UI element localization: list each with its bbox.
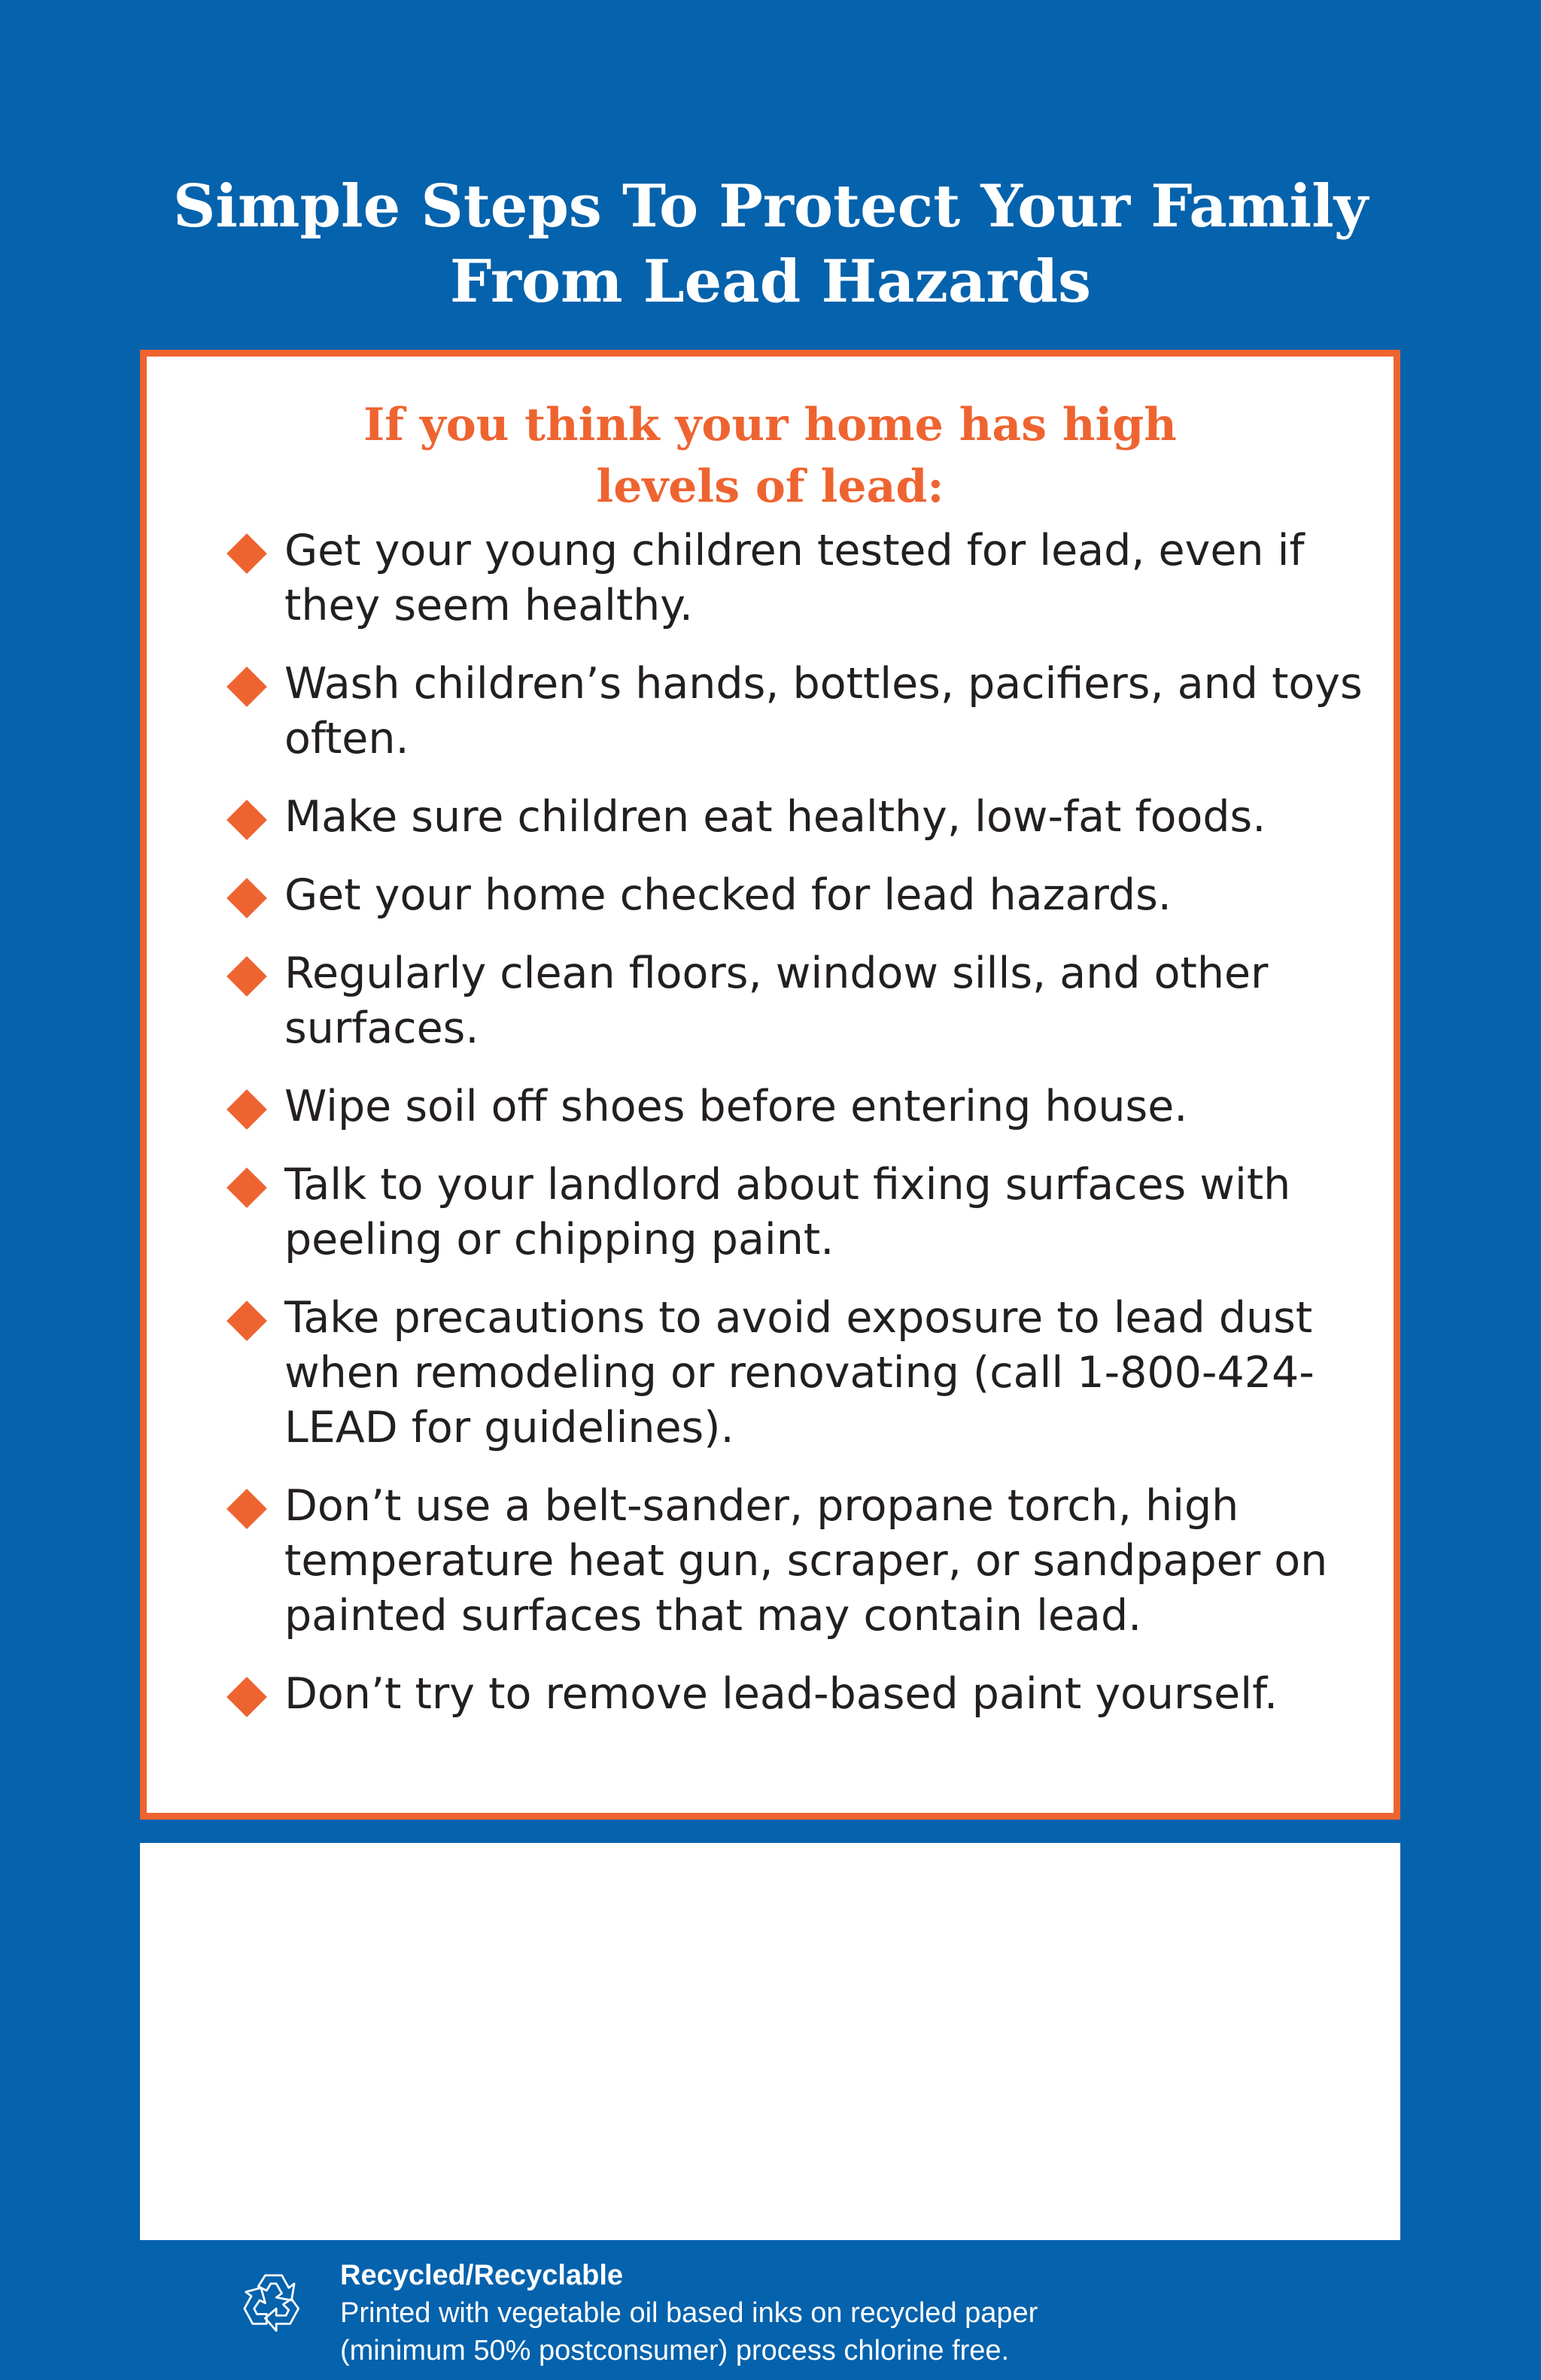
tip-item: [228, 1667, 1372, 1722]
tip-text: Talk to your landlord about fixing surfaces with peeling or chipping paint.: [284, 1160, 1291, 1264]
tip-item: [228, 790, 1372, 845]
diamond-bullet-icon: [226, 1301, 267, 1341]
diamond-bullet-icon: [226, 1489, 267, 1529]
diamond-bullet-icon: [226, 1677, 267, 1717]
tip-item: [228, 1291, 1372, 1456]
footer-line-1: Printed with vegetable oil based inks on recycled paper: [340, 2297, 1038, 2329]
footer-heading: Recycled/Recyclable: [340, 2260, 624, 2291]
footer-text: [340, 2257, 1038, 2369]
tip-text: Get your home checked for lead hazards.: [284, 870, 1172, 920]
tip-text: Regularly clean floors, window sills, and other surfaces.: [284, 949, 1269, 1053]
tips-list: [228, 524, 1372, 1745]
tip-text: Don’t try to remove lead-based paint yourself.: [284, 1669, 1278, 1719]
tip-text: Make sure children eat healthy, low-fat foods.: [284, 792, 1266, 842]
tip-text: Wash children’s hands, bottles, pacifiers, and toys often.: [284, 659, 1363, 763]
page-title: [0, 169, 1541, 320]
tips-heading-line-2: levels of lead:: [596, 460, 944, 513]
diamond-bullet-icon: [226, 956, 267, 997]
diamond-bullet-icon: [226, 878, 267, 918]
tip-item: [228, 524, 1372, 633]
recycled-footer: [238, 2257, 1216, 2369]
tip-item: [228, 657, 1372, 767]
page-title-line-1: Simple Steps To Protect Your Family: [172, 172, 1369, 241]
tips-heading-line-1: If you think your home has high: [363, 399, 1177, 451]
diamond-bullet-icon: [226, 1089, 267, 1130]
tip-text: Get your young children tested for lead, even if they seem healthy.: [284, 526, 1305, 630]
lead-tips-box: [140, 350, 1400, 1820]
diamond-bullet-icon: [226, 666, 267, 707]
tip-item: [228, 946, 1372, 1056]
tip-item: [228, 1079, 1372, 1134]
blank-panel: [140, 1843, 1400, 2240]
footer-line-2: (minimum 50% postconsumer) process chlorine free.: [340, 2335, 1010, 2366]
recycle-icon: [238, 2266, 309, 2335]
tip-item: [228, 1479, 1372, 1644]
page-title-line-2: From Lead Hazards: [449, 247, 1092, 316]
tip-text: Take precautions to avoid exposure to lead dust when remodeling or renovating (call 1-800-424-LEAD for guidelines).: [284, 1293, 1315, 1453]
tips-heading: [147, 394, 1394, 518]
diamond-bullet-icon: [226, 533, 267, 574]
tip-item: [228, 868, 1372, 923]
tip-text: Don’t use a belt-sander, propane torch, high temperature heat gun, scraper, or sandpaper on painted surfaces that may contain lead.: [284, 1481, 1328, 1641]
tip-item: [228, 1158, 1372, 1267]
tip-text: Wipe soil off shoes before entering house.: [284, 1082, 1188, 1131]
diamond-bullet-icon: [226, 800, 267, 840]
diamond-bullet-icon: [226, 1167, 267, 1208]
